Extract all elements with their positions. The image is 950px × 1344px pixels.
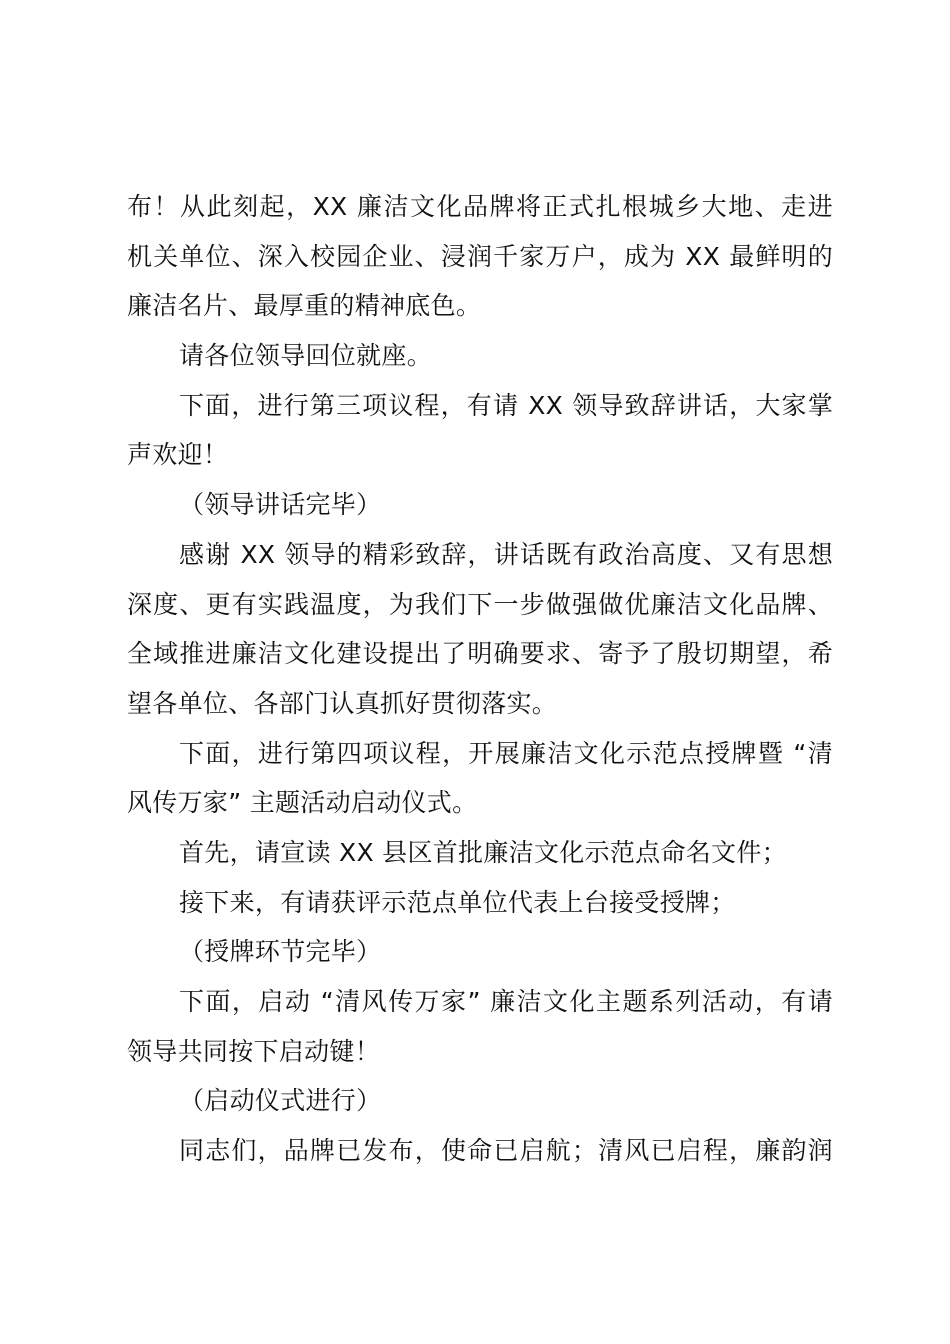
text-line: 风传万家” 主题活动启动仪式。 bbox=[127, 788, 478, 818]
text-line: 请各位领导回位就座。 bbox=[179, 341, 433, 371]
text-line: 机关单位、深入校园企业、浸润千家万户，成为 XX 最鲜明的 bbox=[127, 241, 833, 271]
text-line: 接下来，有请获评示范点单位代表上台接受授牌； bbox=[179, 887, 736, 917]
text-line: 下面，进行第四项议程，开展廉洁文化示范点授牌暨 “清 bbox=[179, 738, 833, 768]
text-line: （启动仪式进行） bbox=[179, 1086, 382, 1116]
text-line: 声欢迎！ bbox=[127, 440, 229, 470]
text-line: 廉洁名片、最厚重的精神底色。 bbox=[127, 291, 482, 321]
text-line: 全域推进廉洁文化建设提出了明确要求、寄予了殷切期望，希 bbox=[127, 639, 833, 669]
text-line: 深度、更有实践温度，为我们下一步做强做优廉洁文化品牌、 bbox=[127, 589, 833, 619]
text-line: 望各单位、各部门认真抓好贯彻落实。 bbox=[127, 688, 558, 718]
text-line: （领导讲话完毕） bbox=[179, 490, 382, 520]
document-body bbox=[127, 182, 833, 1176]
text-line: 感谢 XX 领导的精彩致辞，讲话既有政治高度、又有思想 bbox=[179, 539, 833, 569]
text-line: 下面，进行第三项议程，有请 XX 领导致辞讲话，大家掌 bbox=[179, 390, 833, 420]
text-line: （授牌环节完毕） bbox=[179, 937, 382, 967]
text-line: 领导共同按下启动键！ bbox=[127, 1036, 381, 1066]
text-line: 首先，请宣读 XX 县区首批廉洁文化示范点命名文件； bbox=[179, 837, 787, 867]
text-line: 布！从此刻起，XX 廉洁文化品牌将正式扎根城乡大地、走进 bbox=[127, 192, 833, 221]
text-line: 同志们，品牌已发布，使命已启航；清风已启程，廉韵润 bbox=[179, 1136, 833, 1166]
text-line: 下面，启动 “清风传万家” 廉洁文化主题系列活动，有请 bbox=[179, 987, 833, 1016]
